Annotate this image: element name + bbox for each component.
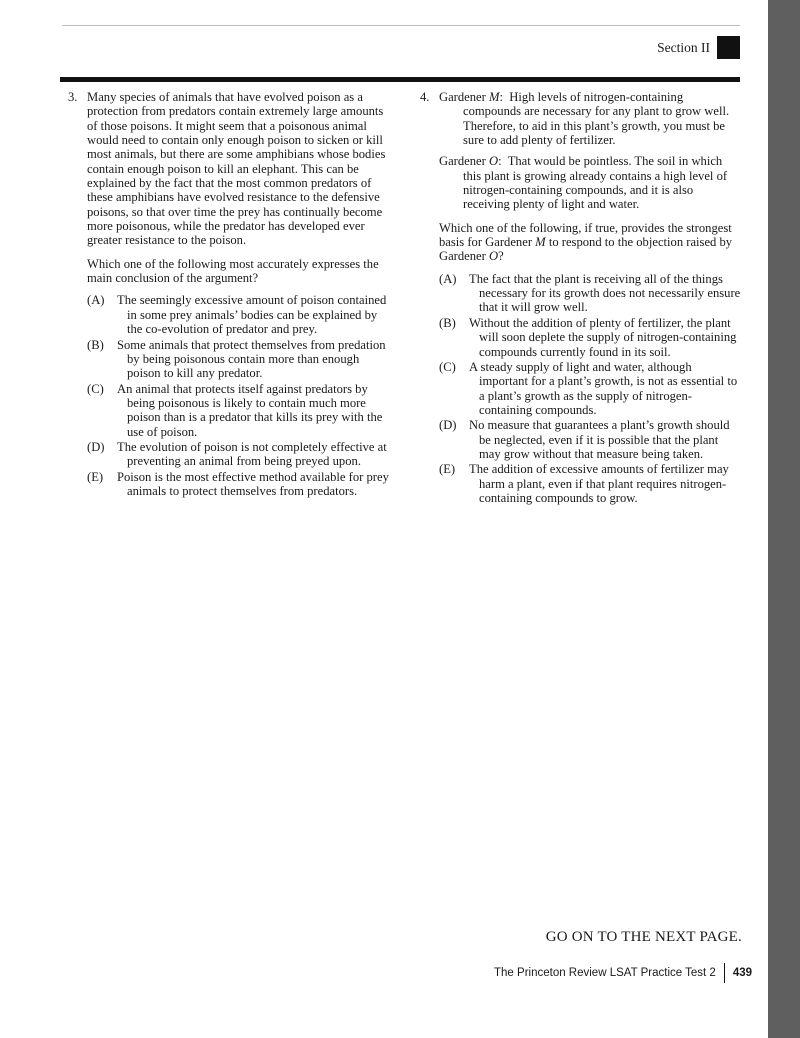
book-title: The Princeton Review LSAT Practice Test 2 bbox=[494, 967, 716, 979]
option-text: The addition of excessive amounts of fertilizer may harm a plant, even if that plant requires nitrogen-containing compounds to grow. bbox=[469, 462, 729, 505]
page-number: 439 bbox=[732, 967, 752, 979]
question-3 bbox=[68, 90, 390, 499]
page-footer bbox=[494, 963, 752, 983]
option-letter: (E) bbox=[439, 462, 456, 477]
stem-text: to respond to the objection raised by Gardener bbox=[439, 235, 733, 264]
option-text: An animal that protects itself against predators by being poisonous is likely to contain much more poison than is a predator that kills its prey with the use of poison. bbox=[117, 381, 383, 439]
option-letter: (B) bbox=[439, 315, 456, 330]
section-marker-box bbox=[717, 36, 740, 59]
stem-speaker-o: O bbox=[489, 249, 499, 264]
speaker-m-statement: Gardener M: High levels of nitrogen-containing compounds are necessary for any plant to grow well. Therefore, to aid in this plant’s growth, you must be sure to add plenty of fertilizer. bbox=[439, 90, 730, 148]
speaker-initial: O bbox=[489, 154, 499, 169]
option-letter: (D) bbox=[439, 418, 457, 433]
answer-option-c[interactable] bbox=[439, 360, 742, 417]
question-stimulus: Many species of animals that have evolved poison as a protection from predators contain extremely large amounts of those poisons. It might seem that a poisonous animal would need to contain only enough poison to sicken or kill most animals, but there are some amphibians whose bodies contain enough poison to kill an elephant. This can be explained by the fact that the most common predators of these amphibians have evolved resistance to the defensive poisons, so that over time the prey has continually become more poisonous, while the predator has developed ever greater resistance to the poison. bbox=[87, 90, 386, 248]
answer-option-d[interactable] bbox=[439, 418, 742, 461]
footer-divider bbox=[724, 963, 725, 983]
option-text: The seemingly excessive amount of poison contained in some prey animals’ bodies can be explained by the co-evolution of predator and prey. bbox=[117, 293, 387, 337]
option-text: Some animals that protect themselves from predation by being poisonous contain more than enough poison to kill any predator. bbox=[117, 337, 386, 381]
header-rule bbox=[60, 77, 740, 82]
option-text: Poison is the most effective method available for prey animals to protect themselves from predators. bbox=[117, 469, 389, 498]
answer-options bbox=[87, 293, 390, 498]
speaker-label: Gardener bbox=[439, 154, 489, 169]
stem-end: ? bbox=[498, 249, 504, 264]
option-text: A steady supply of light and water, although important for a plant’s growth, is not as essential to a plant’s growth as the supply of nitrogen-containing compounds. bbox=[469, 359, 738, 417]
option-text: Without the addition of plenty of fertilizer, the plant will soon deplete the supply of nitrogen-containing compounds currently found in its soil. bbox=[469, 315, 737, 359]
answer-option-c[interactable] bbox=[87, 382, 390, 439]
answer-option-e[interactable] bbox=[439, 462, 742, 505]
option-letter: (A) bbox=[87, 293, 105, 308]
answer-option-d[interactable] bbox=[87, 440, 390, 469]
answer-option-e[interactable] bbox=[87, 470, 390, 499]
option-text: The fact that the plant is receiving all of the things necessary for its growth does not necessarily ensure that it will grow well. bbox=[469, 271, 741, 315]
answer-option-b[interactable] bbox=[87, 338, 390, 381]
option-text: No measure that guarantees a plant’s growth should be neglected, even if it is possible that the plant may grow without that measure being taken. bbox=[469, 418, 730, 461]
option-letter: (A) bbox=[439, 271, 457, 286]
option-letter: (D) bbox=[87, 439, 105, 454]
answer-option-a[interactable] bbox=[439, 272, 742, 315]
question-stem: Which one of the following most accurately expresses the main conclusion of the argument? bbox=[87, 256, 379, 286]
option-letter: (C) bbox=[87, 381, 104, 396]
speaker-label: Gardener bbox=[439, 90, 489, 104]
speaker-text: High levels of nitrogen-containing compounds are necessary for any plant to grow well. Therefore, to aid in this plant’s growth, you must be sure to add plenty of fertilizer. bbox=[463, 90, 730, 148]
speaker-initial: M bbox=[489, 90, 500, 104]
question-number: 4. bbox=[420, 90, 430, 104]
page-edge-tab bbox=[768, 0, 800, 1038]
question-number: 3. bbox=[68, 90, 78, 104]
stem-text: Which one of the following, if true, provides the strongest basis for Gardener bbox=[439, 220, 732, 250]
go-on-notice: GO ON TO THE NEXT PAGE. bbox=[545, 929, 742, 945]
answer-option-a[interactable] bbox=[87, 293, 390, 336]
speaker-o-statement: Gardener O: That would be pointless. The soil in which this plant is growing already contains a high level of nitrogen-containing compounds, and it is also receiving plenty of light and water. bbox=[439, 154, 728, 212]
stem-speaker-m: M bbox=[535, 235, 546, 250]
option-text: The evolution of poison is not completely effective at preventing an animal from being preyed upon. bbox=[117, 439, 387, 469]
answer-option-b[interactable] bbox=[439, 316, 742, 359]
option-letter: (C) bbox=[439, 359, 456, 374]
top-rule bbox=[62, 25, 740, 26]
section-label: Section II bbox=[657, 40, 710, 55]
speaker-text: That would be pointless. The soil in which this plant is growing already contains a high level of nitrogen-containing compounds, and it is also receiving plenty of light and water. bbox=[463, 154, 728, 212]
option-letter: (B) bbox=[87, 337, 104, 352]
question-4 bbox=[420, 90, 742, 506]
answer-options bbox=[439, 272, 742, 506]
option-letter: (E) bbox=[87, 469, 104, 484]
question-stem bbox=[439, 221, 742, 264]
